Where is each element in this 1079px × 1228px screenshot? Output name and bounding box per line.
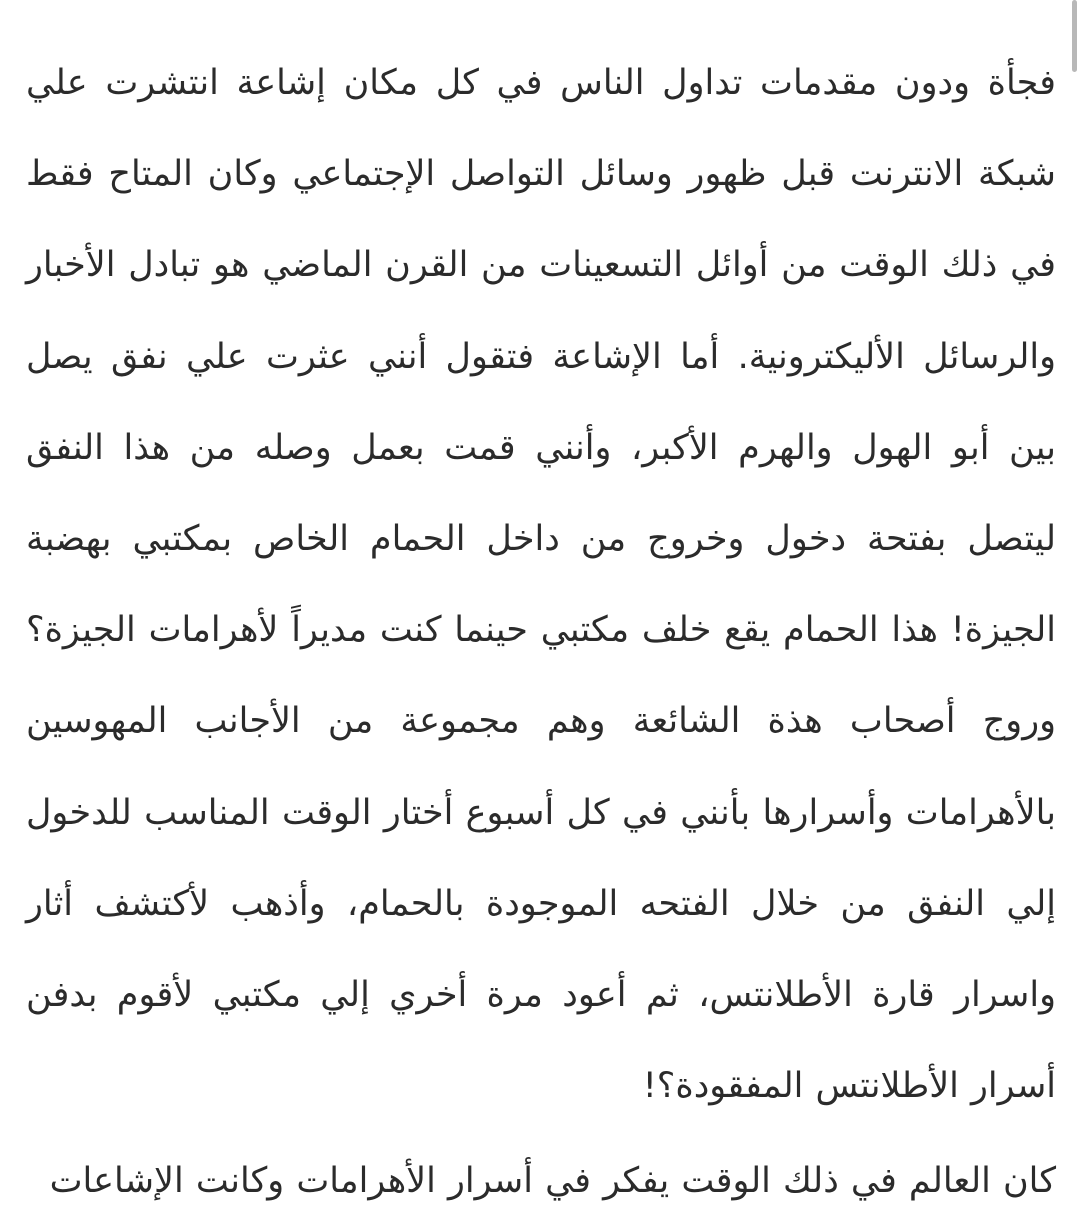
- article-paragraph: فجأة ودون مقدمات تداول الناس في كل مكان إشاعة انتشرت علي شبكة الانترنت قبل ظهور وسائل التواصل الإجتماعي وكان المتاح فقط في ذلك الوقت من أوائل التسعينات من القرن الماضي هو تبادل الأخبار والرسائل الأليكترونية. أما الإشاعة فتقول أنني عثرت علي نفق يصل بين أبو الهول والهرم الأكبر، وأنني قمت بعمل وصله من هذا النفق ليتصل بفتحة دخول وخروج من داخل الحمام الخاص بمكتبي بهضبة الجيزة! هذا الحمام يقع خلف مكتبي حينما كنت مديراً لأهرامات الجيزة؟ وروج أصحاب هذة الشائعة وهم مجموعة من الأجانب المهوسين بالأهرامات وأسرارها بأنني في كل أسبوع أختار الوقت المناسب للدخول إلي النفق من خلال الفتحه الموجودة بالحمام، وأذهب لأكتشف أثار واسرار قارة الأطلانتس، ثم أعود مرة أخري إلي مكتبي لأقوم بدفن أسرار الأطلانتس المفقودة؟!: [26, 63, 1056, 1107]
- article-paragraph-partial: كان العالم في ذلك الوقت يفكر في أسرار الأهرامات وكانت الإشاعات: [49, 1161, 1056, 1202]
- scrollbar-thumb[interactable]: [1072, 0, 1077, 72]
- vertical-scrollbar[interactable]: [1071, 0, 1079, 74]
- article-body: [26, 38, 1056, 1228]
